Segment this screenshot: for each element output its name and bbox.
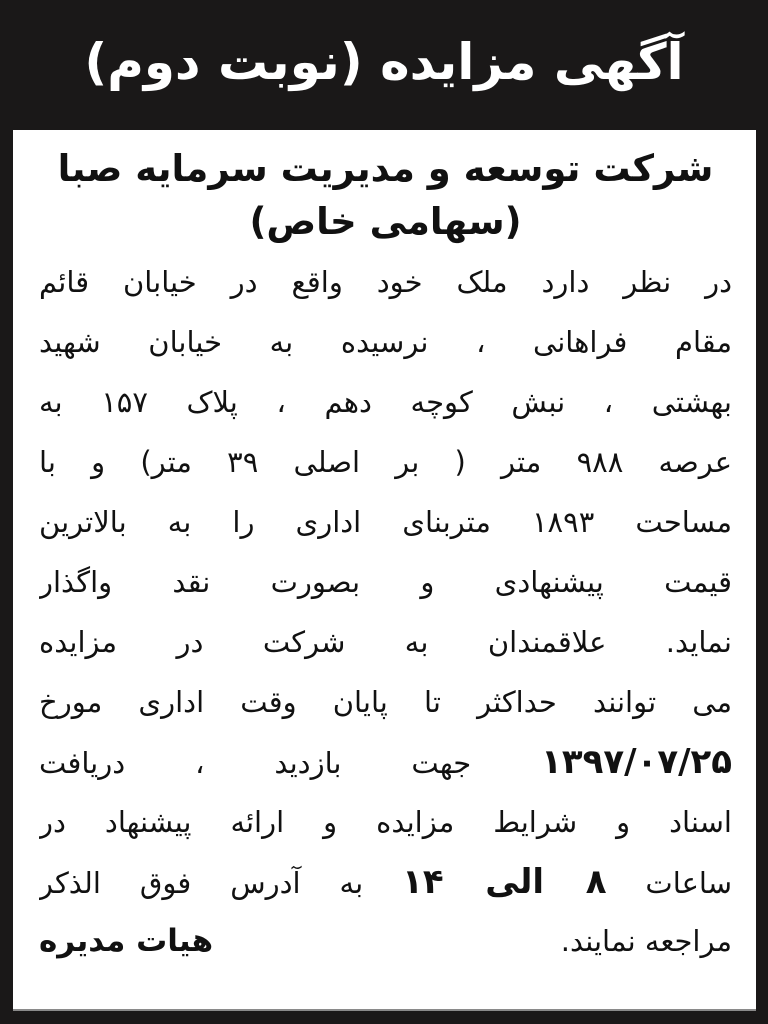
body-line-text: عرصه ۹۸۸ متر ( بر اصلی ۳۹ متر) و با [39, 445, 732, 479]
body-line [39, 252, 732, 312]
body-line-hours [39, 852, 732, 912]
body-line-text: مساحت ۱۸۹۳ متربنای اداری را به بالاترین [39, 505, 732, 539]
closing-text: مراجعه نمایند. [560, 924, 732, 958]
company-name: شرکت توسعه و مدیریت سرمایه صبا [57, 147, 714, 190]
deadline-date: ۱۳۹۷/۰۷/۲۵ [541, 742, 732, 782]
body-line [39, 792, 732, 852]
body-line [39, 372, 732, 432]
body-line-text: ساعات [606, 866, 732, 900]
body-line-text: نماید. علاقمندان به شرکت در مزایده [39, 625, 732, 659]
notice-body-panel [13, 130, 756, 1011]
body-line-deadline [39, 732, 732, 792]
closing-row [39, 912, 732, 970]
body-line [39, 552, 732, 612]
body-line-text: جهت بازدید ، دریافت [39, 746, 542, 780]
notice-title: آگهی مزایده (نوبت دوم) [84, 33, 684, 91]
notice-header [0, 0, 768, 130]
body-line [39, 432, 732, 492]
body-line-text: اسناد و شرایط مزایده و ارائه پیشنهاد در [39, 805, 732, 839]
body-line [39, 612, 732, 672]
body-line-text: به آدرس فوق الذکر [39, 866, 403, 900]
body-line-text: قیمت پیشنهادی و بصورت نقد واگذار [39, 565, 732, 599]
body-line-text: مقام فراهانی ، نرسیده به خیابان شهید [39, 325, 732, 359]
body-line-text: می توانند حداکثر تا پایان وقت اداری مورخ [39, 685, 732, 719]
company-type: (سهامی خاص) [249, 200, 522, 243]
body-line [39, 492, 732, 552]
body-line [39, 312, 732, 372]
body-line-text: در نظر دارد ملک خود واقع در خیابان قائم [39, 265, 732, 299]
signature: هیات مدیره [39, 923, 214, 959]
body-line [39, 672, 732, 732]
office-hours: ۸ الی ۱۴ [402, 862, 607, 902]
body-line-text: بهشتی ، نبش کوچه دهم ، پلاک ۱۵۷ به [39, 385, 732, 419]
